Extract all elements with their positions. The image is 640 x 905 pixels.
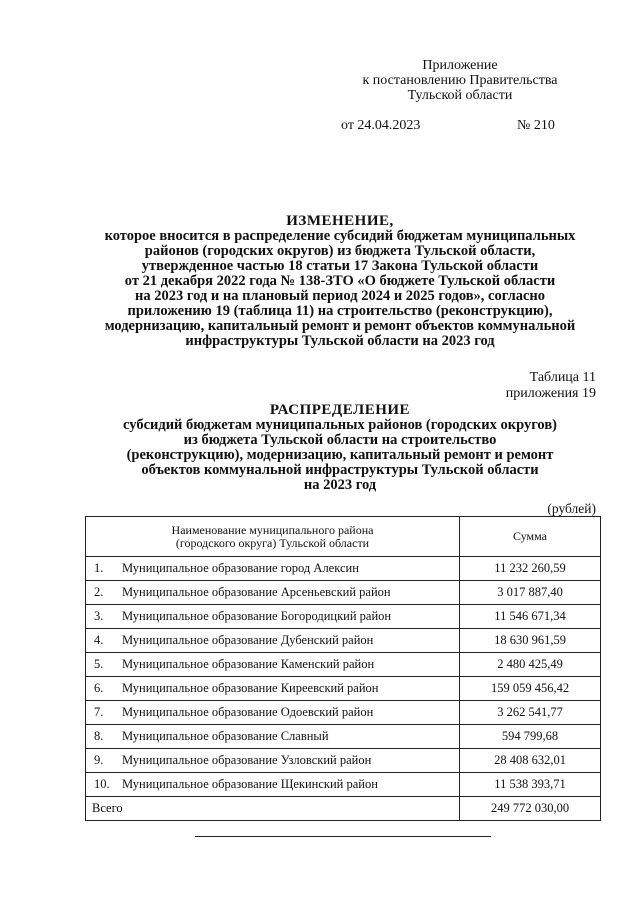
end-divider — [195, 836, 491, 837]
change-title-line: на 2023 год и на плановый период 2024 и 2025 годов», согласно — [135, 288, 545, 304]
total-label: Всего — [86, 797, 460, 821]
change-title-line: утвержденное частью 18 статьи 17 Закона Тульской области — [141, 258, 539, 274]
distribution-heading: РАСПРЕДЕЛЕНИЕ — [269, 402, 411, 418]
change-title-line: районов (городских округов) из бюджета Тульской области, — [144, 243, 536, 259]
row-sum: 11 546 671,34 — [460, 605, 601, 629]
table-header-row — [86, 517, 601, 557]
row-name: Муниципальное образование Дубенский район — [118, 629, 460, 653]
change-heading: ИЗМЕНЕНИЕ, — [286, 213, 394, 229]
row-number: 9. — [86, 749, 119, 773]
row-name: Муниципальное образование Богородицкий район — [118, 605, 460, 629]
change-title-line: от 21 декабря 2022 года № 138-ЗТО «О бюджете Тульской области — [124, 273, 556, 289]
change-title-line: инфраструктуры Тульской области на 2023 год — [185, 333, 495, 349]
resolution-date: от 24.04.2023 — [341, 118, 421, 133]
row-number: 2. — [86, 581, 119, 605]
row-sum: 2 480 425,49 — [460, 653, 601, 677]
row-sum: 3 262 541,77 — [460, 701, 601, 725]
table-row — [86, 725, 601, 749]
row-name: Муниципальное образование Славный — [118, 725, 460, 749]
total-sum: 249 772 030,00 — [460, 797, 601, 821]
row-number: 4. — [86, 629, 119, 653]
change-title — [60, 214, 620, 349]
table-row — [86, 749, 601, 773]
appendix-line-1: Приложение — [422, 58, 498, 73]
table-row — [86, 773, 601, 797]
row-number: 1. — [86, 557, 119, 581]
table-ref-line-2: приложения 19 — [505, 386, 596, 401]
units-label: (рублей) — [547, 501, 596, 516]
row-name: Муниципальное образование Арсеньевский район — [118, 581, 460, 605]
header-name-line-2: (городского округа) Тульской области — [175, 535, 370, 550]
distribution-title-line: субсидий бюджетам муниципальных районов (городских округов) — [123, 417, 557, 433]
change-title-line: модернизацию, капитальный ремонт и ремонт объектов коммунальной — [104, 318, 576, 334]
row-number: 6. — [86, 677, 119, 701]
row-number: 5. — [86, 653, 119, 677]
row-sum: 11 538 393,71 — [460, 773, 601, 797]
distribution-title-line: на 2023 год — [303, 477, 377, 493]
row-name: Муниципальное образование Узловский район — [118, 749, 460, 773]
row-sum: 594 799,68 — [460, 725, 601, 749]
distribution-title-line: (реконструкцию), модернизацию, капитальный ремонт и ремонт — [126, 447, 554, 463]
table-row — [86, 581, 601, 605]
appendix-line-2: к постановлению Правительства — [362, 73, 558, 88]
distribution-title — [60, 403, 620, 493]
row-name: Муниципальное образование Одоевский район — [118, 701, 460, 725]
row-sum: 159 059 456,42 — [460, 677, 601, 701]
table-row — [86, 677, 601, 701]
resolution-number: № 210 — [517, 118, 555, 133]
table-reference — [506, 370, 596, 402]
table-ref-line-1: Таблица 11 — [529, 370, 596, 385]
distribution-title-line: из бюджета Тульской области на строительство — [183, 432, 497, 448]
row-name: Муниципальное образование город Алексин — [118, 557, 460, 581]
table-row — [86, 557, 601, 581]
row-sum: 11 232 260,59 — [460, 557, 601, 581]
row-name: Муниципальное образование Щекинский район — [118, 773, 460, 797]
row-number: 3. — [86, 605, 119, 629]
change-title-line: приложению 19 (таблица 11) на строительство (реконструкцию), — [127, 303, 553, 319]
row-name: Муниципальное образование Каменский район — [118, 653, 460, 677]
row-sum: 3 017 887,40 — [460, 581, 601, 605]
change-title-line: которое вносится в распределение субсидий бюджетам муниципальных — [104, 228, 576, 244]
row-number: 8. — [86, 725, 119, 749]
table-row — [86, 653, 601, 677]
row-sum: 28 408 632,01 — [460, 749, 601, 773]
table-row — [86, 629, 601, 653]
table-row — [86, 605, 601, 629]
distribution-title-line: объектов коммунальной инфраструктуры Тульской области — [141, 462, 539, 478]
distribution-table — [85, 516, 601, 821]
header-name-cell — [86, 517, 460, 557]
row-name: Муниципальное образование Киреевский район — [118, 677, 460, 701]
row-sum: 18 630 961,59 — [460, 629, 601, 653]
row-number: 10. — [86, 773, 119, 797]
appendix-line-3: Тульской области — [407, 88, 513, 103]
table-row — [86, 701, 601, 725]
row-number: 7. — [86, 701, 119, 725]
total-row — [86, 797, 601, 821]
header-name-line-1: Наименование муниципального района — [171, 522, 374, 537]
header-sum-cell: Сумма — [460, 517, 601, 557]
appendix-header — [330, 58, 590, 103]
